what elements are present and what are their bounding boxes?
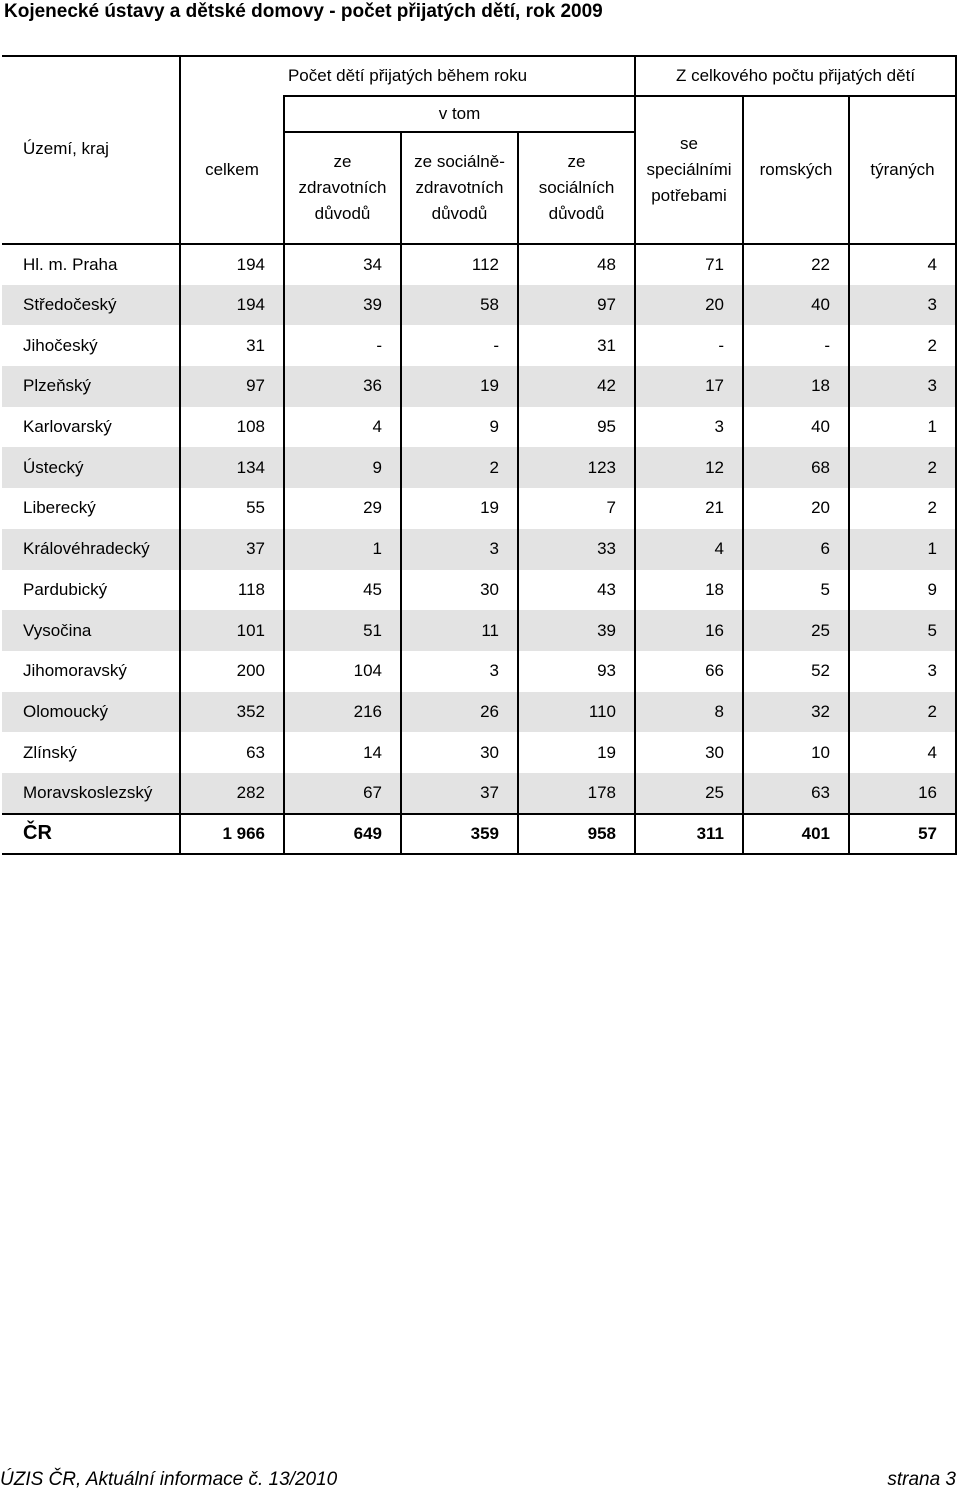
table-cell: 30 [401,570,518,611]
total-cell: 401 [743,814,849,855]
total-row-label: ČR [2,814,180,855]
table-cell: 71 [635,244,743,285]
table-cell: 20 [635,285,743,326]
table-cell: - [401,325,518,366]
table-cell: 66 [635,651,743,692]
table-cell: 2 [849,488,956,529]
table-cell: 19 [518,732,635,773]
table-cell: 200 [180,651,284,692]
table-cell: 37 [401,773,518,814]
table-cell: 5 [849,610,956,651]
region-name: Královéhradecký [2,529,180,570]
region-name: Olomoucký [2,692,180,733]
table-row [2,407,956,448]
table-row [2,488,956,529]
region-name: Moravskoslezský [2,773,180,814]
table-cell: 63 [743,773,849,814]
table-cell: 352 [180,692,284,733]
table-cell: 8 [635,692,743,733]
table-cell: 194 [180,244,284,285]
table-cell: 11 [401,610,518,651]
table-cell: 67 [284,773,401,814]
table-cell: 4 [635,529,743,570]
table-row [2,325,956,366]
table-row [2,244,956,285]
table-cell: 39 [284,285,401,326]
footer-page-number: strana 3 [887,1469,956,1490]
table-cell: 9 [849,570,956,611]
table-cell: 18 [743,366,849,407]
table-cell: 48 [518,244,635,285]
table-cell: 55 [180,488,284,529]
table-cell: 21 [635,488,743,529]
table-cell: 101 [180,610,284,651]
table-cell: 2 [849,447,956,488]
social-health-column-header: ze sociálně- zdravotních důvodů [401,132,518,244]
total-cell: 311 [635,814,743,855]
table-cell: 16 [635,610,743,651]
total-cell: 958 [518,814,635,855]
table-cell: 14 [284,732,401,773]
table-cell: 2 [849,325,956,366]
received-group-header: Počet dětí přijatých během roku [180,56,635,96]
table-cell: 25 [743,610,849,651]
table-cell: 95 [518,407,635,448]
table-cell: 6 [743,529,849,570]
table-cell: 97 [518,285,635,326]
region-name: Liberecký [23,498,96,518]
table-cell: 1 [849,529,956,570]
table-cell: 1 [849,407,956,448]
table-row [2,732,956,773]
region-name: Středočeský [2,285,180,326]
table-cell: 4 [849,244,956,285]
region-name: Pardubický [23,579,108,599]
table-cell: 31 [518,325,635,366]
region-column-header: Území, kraj [2,56,180,244]
table-cell: 33 [518,529,635,570]
table-cell: 4 [849,732,956,773]
table-cell: 12 [635,447,743,488]
total-cell: 649 [284,814,401,855]
table-cell: 40 [743,285,849,326]
region-name: Jihomoravský [23,661,127,681]
table-cell: 3 [849,651,956,692]
region-name: Zlínský [23,742,77,762]
table-cell: 2 [401,447,518,488]
table-cell: 63 [180,732,284,773]
table-cell: 108 [180,407,284,448]
table-cell: 1 [284,529,401,570]
table-cell: 2 [849,692,956,733]
table-cell: 29 [284,488,401,529]
table-cell: 3 [849,285,956,326]
region-name: Ústecký [2,447,180,488]
table-cell: 18 [635,570,743,611]
table-cell: 19 [401,366,518,407]
table-row [2,285,956,326]
table-cell: 3 [401,651,518,692]
table-cell: 68 [743,447,849,488]
table-cell: 104 [284,651,401,692]
table-cell: 123 [518,447,635,488]
table-cell: 30 [635,732,743,773]
table-cell: 39 [518,610,635,651]
table-cell: 43 [518,570,635,611]
table-cell: 31 [180,325,284,366]
table-cell: 3 [849,366,956,407]
table-cell: 110 [518,692,635,733]
table-cell: 16 [849,773,956,814]
table-cell: 25 [635,773,743,814]
table-row [2,692,956,733]
table-row [2,610,956,651]
region-name: Hl. m. Praha [23,254,118,274]
footer-source: ÚZIS ČR, Aktuální informace č. 13/2010 [0,1469,338,1490]
table-cell: 3 [401,529,518,570]
table-cell: 118 [180,570,284,611]
table-cell: 7 [518,488,635,529]
table-cell: - [743,325,849,366]
table-cell: 4 [284,407,401,448]
table-cell: 134 [180,447,284,488]
region-name: Vysočina [2,610,180,651]
region-name: Jihočeský [23,335,98,355]
table-cell: 32 [743,692,849,733]
table-cell: 19 [401,488,518,529]
table-cell: 5 [743,570,849,611]
table-cell: 97 [180,366,284,407]
total-cell: 57 [849,814,956,855]
table-row [2,366,956,407]
table-cell: - [284,325,401,366]
table-cell: 26 [401,692,518,733]
table-row [2,447,956,488]
table-cell: 36 [284,366,401,407]
table-cell: 51 [284,610,401,651]
social-column-header: ze sociálních důvodů [518,132,635,244]
table-row [2,529,956,570]
total-column-header: celkem [180,96,284,244]
table-cell: 42 [518,366,635,407]
table-cell: 40 [743,407,849,448]
total-cell: 359 [401,814,518,855]
table-cell: - [635,325,743,366]
table-cell: 17 [635,366,743,407]
table-cell: 216 [284,692,401,733]
region-name: Plzeňský [2,366,180,407]
special-needs-column-header: se speciálními potřebami [635,96,743,244]
table-cell: 194 [180,285,284,326]
table-cell: 3 [635,407,743,448]
table-row [2,651,956,692]
table-cell: 52 [743,651,849,692]
table-cell: 112 [401,244,518,285]
total-cell: 1 966 [180,814,284,855]
table-row [2,773,956,814]
admissions-table [2,55,957,855]
table-cell: 93 [518,651,635,692]
table-row [2,570,956,611]
table-cell: 20 [743,488,849,529]
table-cell: 30 [401,732,518,773]
health-column-header: ze zdravotních důvodů [284,132,401,244]
table-cell: 58 [401,285,518,326]
of-total-group-header: Z celkového počtu přijatých dětí [635,56,956,96]
table-cell: 282 [180,773,284,814]
table-cell: 178 [518,773,635,814]
table-cell: 45 [284,570,401,611]
table-cell: 9 [401,407,518,448]
abused-column-header: týraných [849,96,956,244]
table-cell: 37 [180,529,284,570]
of-which-header: v tom [284,96,635,132]
roma-column-header: romských [743,96,849,244]
table-cell: 22 [743,244,849,285]
table-cell: 10 [743,732,849,773]
page-title: Kojenecké ústavy a dětské domovy - počet přijatých dětí, rok 2009 [4,1,603,22]
table-cell: 9 [284,447,401,488]
region-name: Karlovarský [23,417,112,437]
table-cell: 34 [284,244,401,285]
